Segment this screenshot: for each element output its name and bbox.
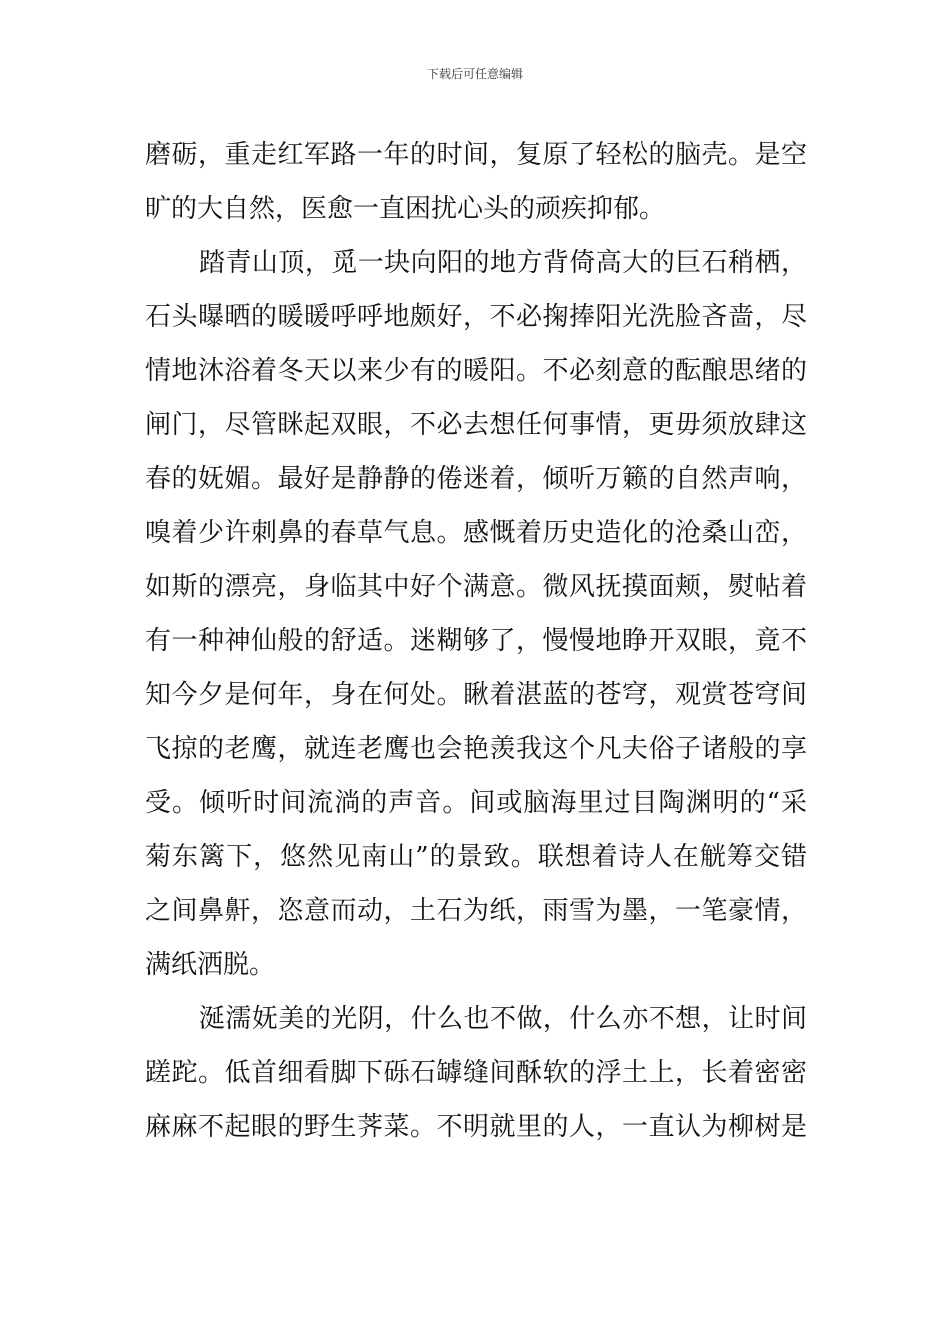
- text-line: 飞掠的老鹰，就连老鹰也会艳羡我这个凡夫俗子诸般的享: [145, 734, 807, 764]
- document-body: [145, 128, 807, 1154]
- text-line: 如斯的漂亮，身临其中好个满意。微风抚摸面颊，熨帖着: [145, 572, 807, 602]
- text-line: 情地沐浴着冬天以来少有的暖阳。不必刻意的酝酿思绪的: [145, 356, 807, 386]
- text-line: 嗅着少许刺鼻的春草气息。感慨着历史造化的沧桑山峦，: [145, 518, 807, 548]
- text-line: 石头曝晒的暖暖呼呼地颇好，不必掬捧阳光洗脸吝啬，尽: [145, 302, 807, 332]
- text-line: 麻麻不起眼的野生荠菜。不明就里的人，一直认为柳树是: [145, 1112, 807, 1142]
- page-header: 下载后可任意编辑: [426, 67, 523, 81]
- text-line: 蹉跎。低首细看脚下砾石罅缝间酥软的浮土上，长着密密: [145, 1058, 807, 1088]
- text-line: 春的妩媚。最好是静静的倦迷着，倾听万籁的自然声响，: [145, 464, 807, 494]
- text-line: 之间鼻鼾，恣意而动，土石为纸，雨雪为墨，一笔豪情，: [145, 896, 807, 926]
- text-line: 涎濡妩美的光阴，什么也不做，什么亦不想，让时间: [199, 1004, 807, 1034]
- text-line: 闸门，尽管眯起双眼，不必去想任何事情，更毋须放肆这: [145, 410, 807, 440]
- text-line: 菊东篱下，悠然见南山”的景致。联想着诗人在觥筹交错: [145, 842, 807, 872]
- text-line: 磨砺，重走红军路一年的时间，复原了轻松的脑壳。是空: [145, 140, 807, 170]
- text-line: 满纸洒脱。: [145, 950, 276, 980]
- text-line: 旷的大自然，医愈一直困扰心头的顽疾抑郁。: [145, 194, 666, 224]
- text-line: 踏青山顶，觅一块向阳的地方背倚高大的巨石稍栖，: [199, 248, 807, 278]
- text-line: 受。倾听时间流淌的声音。间或脑海里过目陶渊明的“采: [145, 788, 807, 818]
- text-line: 有一种神仙般的舒适。迷糊够了，慢慢地睁开双眼，竟不: [145, 626, 807, 656]
- text-line: 知今夕是何年，身在何处。瞅着湛蓝的苍穹，观赏苍穹间: [145, 680, 807, 710]
